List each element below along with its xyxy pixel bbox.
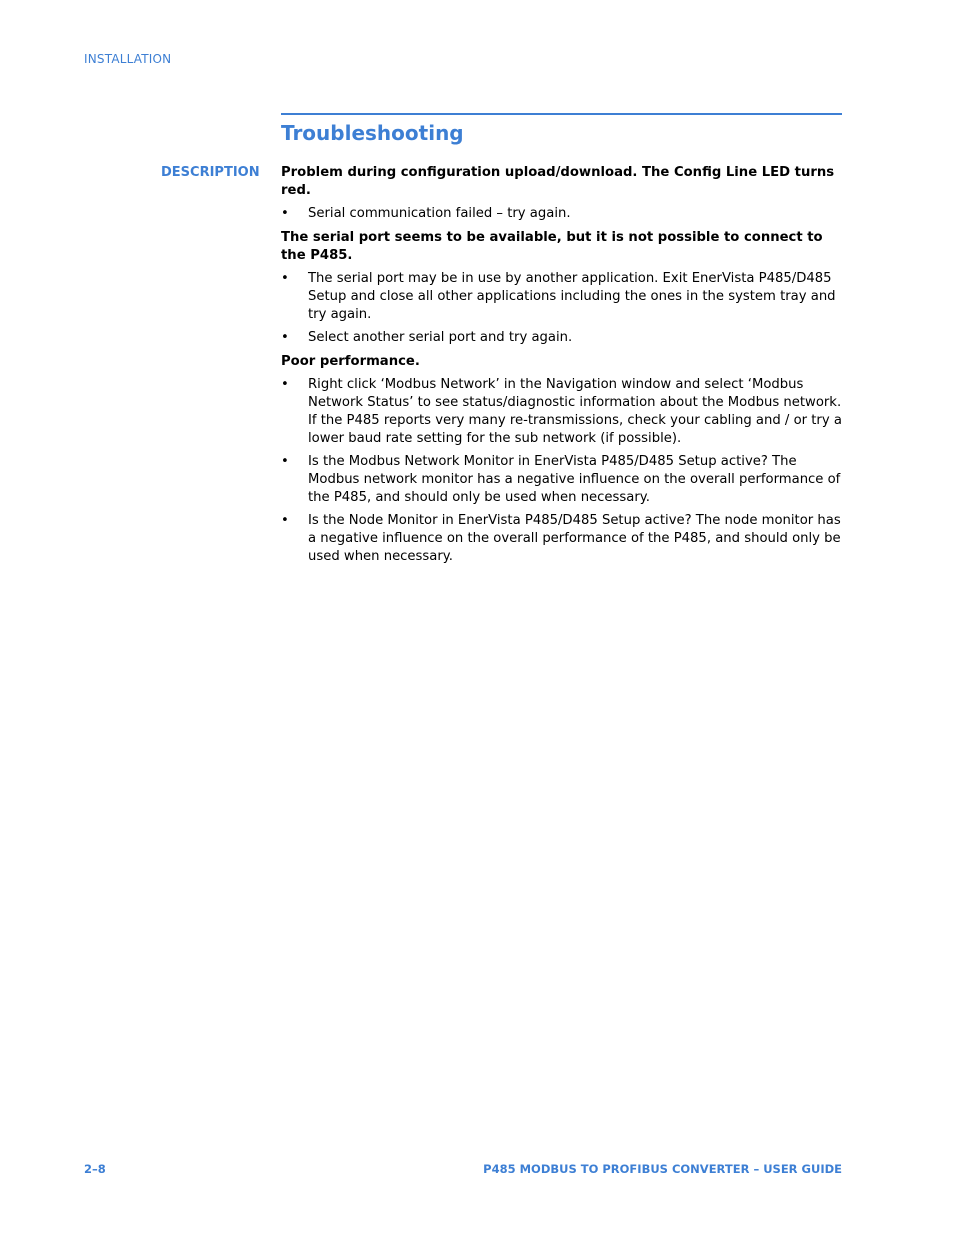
list-item-text: Select another serial port and try again. xyxy=(308,330,573,345)
solution-list xyxy=(281,270,843,347)
list-item xyxy=(281,205,843,223)
section-rule xyxy=(281,113,842,115)
list-item xyxy=(281,453,843,507)
problem-heading: Poor performance. xyxy=(281,354,420,369)
bullet-icon: • xyxy=(281,206,289,221)
bullet-icon: • xyxy=(281,271,289,286)
guide-title: P485 MODBUS TO PROFIBUS CONVERTER – USER GUIDE xyxy=(483,1162,842,1176)
bullet-icon: • xyxy=(281,330,289,345)
section-title: Troubleshooting xyxy=(281,121,464,145)
list-item-text: Is the Node Monitor in EnerVista P485/D485 Setup active? The node monitor has a negative influence on the overall performance of the P485, and should only be used when necessary. xyxy=(308,513,841,564)
list-item xyxy=(281,512,843,566)
list-item xyxy=(281,376,843,448)
bullet-icon: • xyxy=(281,513,289,528)
running-head: INSTALLATION xyxy=(84,52,172,66)
problem-heading: The serial port seems to be available, but it is not possible to connect to the P485. xyxy=(281,230,823,263)
page-number: 2–8 xyxy=(84,1162,106,1176)
list-item-text: The serial port may be in use by another application. Exit EnerVista P485/D485 Setup and close all other applications including the ones in the system tray and try again. xyxy=(308,271,836,322)
bullet-icon: • xyxy=(281,454,289,469)
list-item-text: Is the Modbus Network Monitor in EnerVista P485/D485 Setup active? The Modbus network monitor has a negative influence on the overall performance of the P485, and should only be used when necessary. xyxy=(308,454,841,505)
list-item-text: Right click ‘Modbus Network’ in the Navigation window and select ‘Modbus Network Status’ to see status/diagnostic information about the Modbus network. If the P485 reports very many re-transmissions, check your cabling and / or try a lower baud rate setting for the sub network (if possible). xyxy=(308,377,842,446)
list-item xyxy=(281,329,843,347)
troubleshooting-content xyxy=(281,164,843,572)
bullet-icon: • xyxy=(281,377,289,392)
problem-heading: Problem during configuration upload/download. The Config Line LED turns red. xyxy=(281,165,835,198)
side-label-description: DESCRIPTION xyxy=(161,165,260,180)
solution-list xyxy=(281,376,843,566)
list-item xyxy=(281,270,843,324)
list-item-text: Serial communication failed – try again. xyxy=(308,206,571,221)
solution-list xyxy=(281,205,843,223)
